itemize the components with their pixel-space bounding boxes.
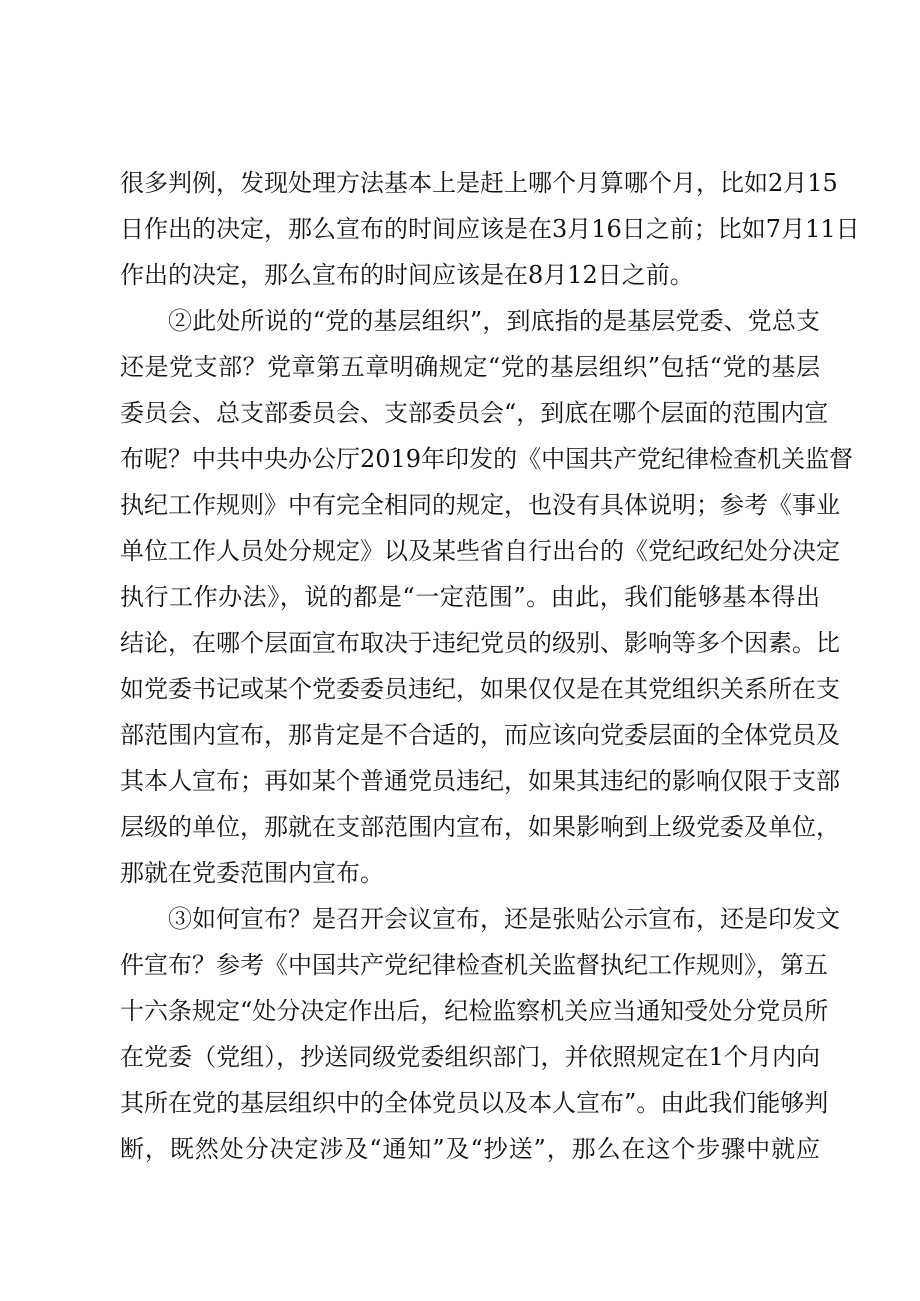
text-line: 执行工作办法》，说的都是“一定范围”。由此，我们能够基本得出 bbox=[120, 583, 820, 611]
text-line: 日作出的决定，那么宣布的时间应该是在3月16日之前；比如7月11日 bbox=[120, 215, 860, 243]
text-line: 如党委书记或某个党委委员违纪，如果仅仅是在其党组织关系所在支 bbox=[120, 675, 840, 703]
text-line: 其所在党的基层组织中的全体党员以及本人宣布”。由此我们能够判 bbox=[120, 1089, 829, 1117]
text-line: 还是党支部？党章第五章明确规定“党的基层组织”包括“党的基层 bbox=[120, 353, 820, 381]
text-line: 结论，在哪个层面宣布取决于违纪党员的级别、影响等多个因素。比 bbox=[120, 629, 840, 657]
text-line: 布呢？中共中央办公厅2019年印发的《中国共产党纪律检查机关监督 bbox=[120, 445, 854, 473]
text-line: ③如何宣布？是召开会议宣布，还是张贴公示宣布，还是印发文 bbox=[168, 905, 840, 933]
text-line: 作出的决定，那么宣布的时间应该是在8月12日之前。 bbox=[120, 261, 694, 289]
text-line: 委员会、总支部委员会、支部委员会“，到底在哪个层面的范围内宣 bbox=[120, 399, 829, 427]
text-line: 在党委（党组），抄送同级党委组织部门，并依照规定在1个月内向 bbox=[120, 1043, 820, 1071]
body-text bbox=[120, 160, 860, 1172]
paragraph-grassroots-organization bbox=[120, 298, 854, 896]
text-line: 层级的单位，那就在支部范围内宣布，如果影响到上级党委及单位， bbox=[120, 813, 840, 841]
text-line: 断，既然处分决定涉及“通知”及“抄送”，那么在这个步骤中就应 bbox=[120, 1135, 820, 1163]
text-line: 执纪工作规则》中有完全相同的规定，也没有具体说明；参考《事业 bbox=[120, 491, 840, 519]
paragraph-announcement-timing bbox=[120, 160, 860, 298]
text-line: 件宣布？参考《中国共产党纪律检查机关监督执纪工作规则》，第五 bbox=[120, 951, 828, 979]
text-line: 很多判例，发现处理方法基本上是赶上哪个月算哪个月，比如2月15 bbox=[120, 169, 838, 197]
paragraph-how-to-announce bbox=[120, 896, 840, 1172]
text-line: 部范围内宣布，那肯定是不合适的，而应该向党委层面的全体党员及 bbox=[120, 721, 840, 749]
text-line: 单位工作人员处分规定》以及某些省自行出台的《党纪政纪处分决定 bbox=[120, 537, 840, 565]
text-line: 那就在党委范围内宣布。 bbox=[120, 859, 384, 887]
text-line: ②此处所说的“党的基层组织”，到底指的是基层党委、党总支 bbox=[168, 307, 820, 335]
text-line: 十六条规定“处分决定作出后，纪检监察机关应当通知受处分党员所 bbox=[120, 997, 829, 1025]
text-line: 其本人宣布；再如某个普通党员违纪，如果其违纪的影响仅限于支部 bbox=[120, 767, 840, 795]
